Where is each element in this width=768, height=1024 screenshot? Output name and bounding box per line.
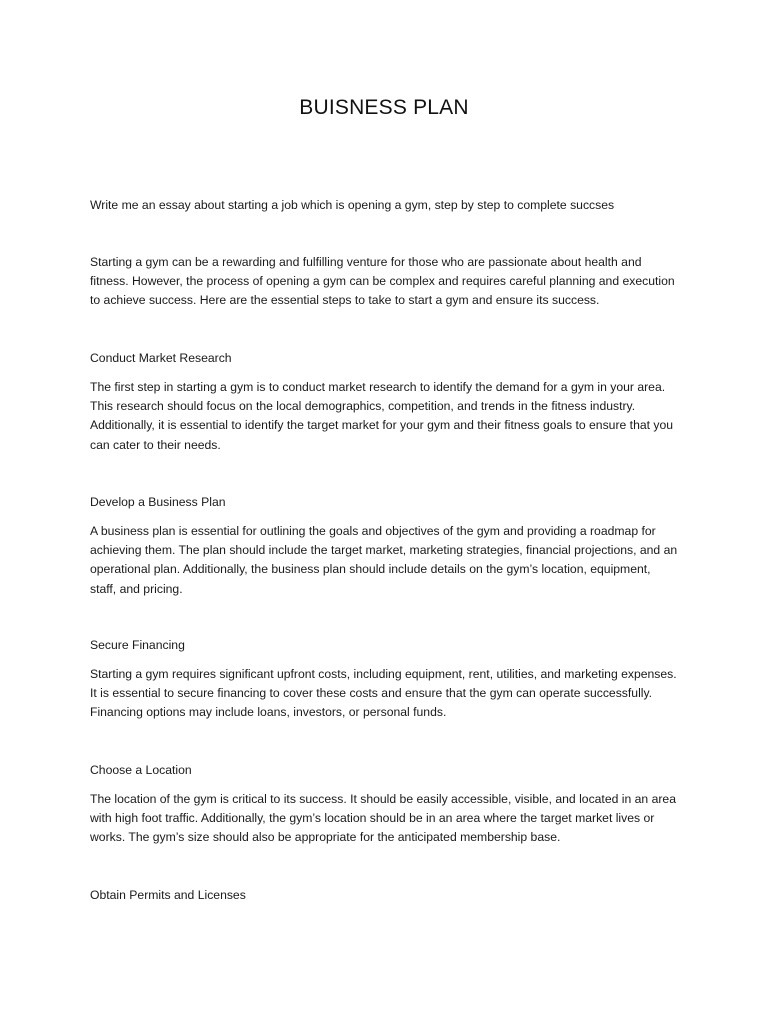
section-body-location: The location of the gym is critical to its success. It should be easily accessible, visible, and located in an area with high foot traffic. Additionally, the gym’s location should be in an area where the target market lives or works. The gym’s size should also be appropriate for the anticipated membership base.	[90, 792, 676, 845]
section-heading-location: Choose a Location	[90, 763, 192, 777]
section-body-financing: Starting a gym requires significant upfront costs, including equipment, rent, utilities, and marketing expenses. It is essential to secure financing to cover these costs and ensure that the gym can operate successfully. Financing options may include loans, investors, or personal funds.	[90, 667, 677, 720]
section-heading-financing: Secure Financing	[90, 638, 185, 652]
section-body-business-plan: A business plan is essential for outlining the goals and objectives of the gym and providing a roadmap for achieving them. The plan should include the target market, marketing strategies, financial projections, and an operational plan. Additionally, the business plan should include details on the gym’s location, equipment, staff, and pricing.	[90, 524, 678, 596]
document-title: BUISNESS PLAN	[299, 96, 469, 119]
section-heading-permits: Obtain Permits and Licenses	[90, 888, 246, 902]
prompt-paragraph: Write me an essay about starting a job which is opening a gym, step by step to complete succses	[90, 198, 615, 212]
section-heading-market-research: Conduct Market Research	[90, 351, 232, 365]
section-body-market-research: The first step in starting a gym is to conduct market research to identify the demand for a gym in your area. This research should focus on the local demographics, competition, and trends in the fitness industry. Additionally, it is essential to identify the target market for your gym and their fitness goals to ensure that you can cater to their needs.	[90, 380, 674, 452]
intro-paragraph: Starting a gym can be a rewarding and fulfilling venture for those who are passionate about health and fitness. However, the process of opening a gym can be complex and requires careful planning and execution to achieve success. Here are the essential steps to take to start a gym and ensure its success.	[90, 255, 675, 308]
section-heading-business-plan: Develop a Business Plan	[90, 495, 226, 509]
